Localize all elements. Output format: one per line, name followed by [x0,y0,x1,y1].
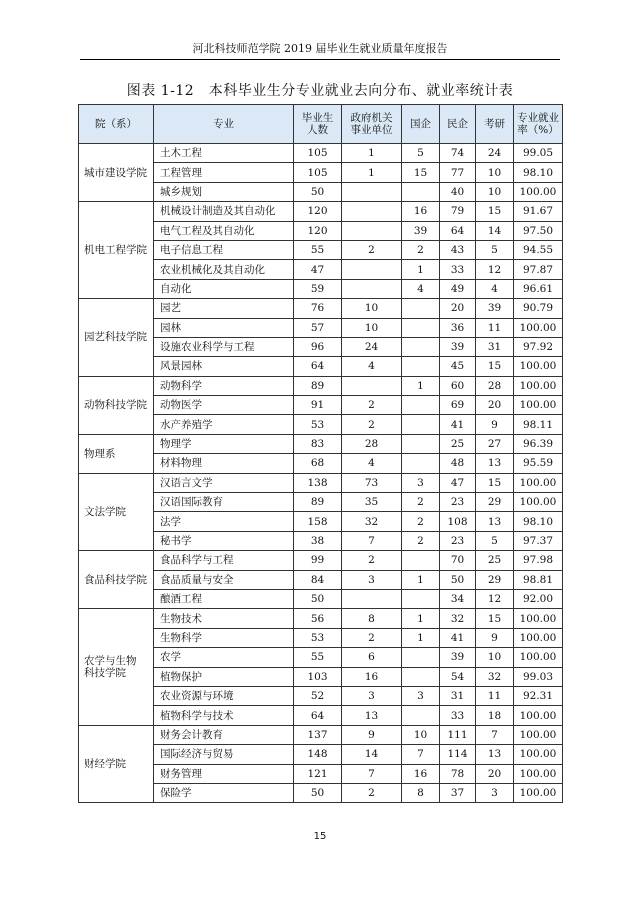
value-cell: 92.00 [514,589,563,608]
value-cell: 13 [476,512,514,531]
value-cell: 97.50 [514,221,563,240]
value-cell: 121 [294,764,342,783]
value-cell: 33 [440,260,476,279]
value-cell: 39 [402,221,440,240]
value-cell: 9 [342,725,402,744]
value-cell: 96.39 [514,434,563,453]
value-cell: 120 [294,221,342,240]
column-header: 考研 [476,105,514,144]
value-cell [402,415,440,434]
value-cell: 7 [342,764,402,783]
major-cell: 生物科学 [154,628,294,647]
value-cell: 24 [342,337,402,356]
value-cell: 4 [476,279,514,298]
major-cell: 酿酒工程 [154,589,294,608]
value-cell [402,551,440,570]
value-cell: 9 [476,628,514,647]
column-header: 国企 [402,105,440,144]
value-cell: 13 [476,454,514,473]
value-cell: 13 [342,706,402,725]
value-cell: 97.37 [514,531,563,550]
value-cell: 16 [402,202,440,221]
table-body [79,144,563,803]
value-cell: 16 [342,667,402,686]
table-row [79,299,563,318]
value-cell: 68 [294,454,342,473]
major-cell: 自动化 [154,279,294,298]
value-cell: 10 [402,725,440,744]
value-cell: 56 [294,609,342,628]
page-header: 河北科技师范学院 2019 届毕业生就业质量年度报告 [80,40,560,60]
major-cell: 动物医学 [154,396,294,415]
value-cell: 40 [440,182,476,201]
value-cell: 1 [342,144,402,163]
table-row [79,551,563,570]
value-cell: 69 [440,396,476,415]
major-cell: 财务管理 [154,764,294,783]
value-cell: 57 [294,318,342,337]
value-cell: 31 [440,686,476,705]
value-cell: 8 [402,783,440,802]
value-cell [402,299,440,318]
major-cell: 机械设计制造及其自动化 [154,202,294,221]
value-cell: 9 [476,415,514,434]
value-cell: 100.00 [514,357,563,376]
value-cell [402,667,440,686]
value-cell: 6 [342,648,402,667]
major-cell: 汉语言文学 [154,473,294,492]
value-cell: 100.00 [514,628,563,647]
table-row [79,725,563,744]
major-cell: 工程管理 [154,163,294,182]
value-cell [402,434,440,453]
major-cell: 农业机械化及其自动化 [154,260,294,279]
value-cell: 98.81 [514,570,563,589]
value-cell: 100.00 [514,706,563,725]
value-cell: 13 [476,745,514,764]
value-cell: 98.10 [514,163,563,182]
value-cell: 148 [294,745,342,764]
value-cell: 1 [342,163,402,182]
value-cell: 1 [402,376,440,395]
value-cell [402,337,440,356]
value-cell: 1 [402,609,440,628]
value-cell: 74 [440,144,476,163]
value-cell: 95.59 [514,454,563,473]
value-cell: 100.00 [514,376,563,395]
value-cell: 14 [342,745,402,764]
value-cell: 73 [342,473,402,492]
value-cell: 2 [402,240,440,259]
major-cell: 城乡规划 [154,182,294,201]
value-cell: 32 [476,667,514,686]
value-cell: 98.11 [514,415,563,434]
value-cell: 64 [294,357,342,376]
value-cell: 100.00 [514,473,563,492]
value-cell [402,357,440,376]
major-cell: 电子信息工程 [154,240,294,259]
value-cell [402,318,440,337]
table-row [79,609,563,628]
value-cell: 28 [476,376,514,395]
column-header: 专业 [154,105,294,144]
value-cell: 15 [476,357,514,376]
value-cell: 34 [440,589,476,608]
value-cell: 36 [440,318,476,337]
value-cell: 137 [294,725,342,744]
major-cell: 食品科学与工程 [154,551,294,570]
value-cell: 41 [440,628,476,647]
value-cell: 105 [294,144,342,163]
value-cell: 92.31 [514,686,563,705]
value-cell: 10 [342,299,402,318]
college-cell: 食品科技学院 [79,551,154,609]
college-cell: 城市建设学院 [79,144,154,202]
value-cell: 29 [476,493,514,512]
value-cell: 47 [440,473,476,492]
value-cell: 8 [342,609,402,628]
value-cell: 4 [402,279,440,298]
value-cell: 48 [440,454,476,473]
value-cell: 97.87 [514,260,563,279]
value-cell: 114 [440,745,476,764]
value-cell [402,454,440,473]
major-cell: 园艺 [154,299,294,318]
value-cell: 5 [476,531,514,550]
major-cell: 汉语国际教育 [154,493,294,512]
column-header: 政府机关 事业单位 [342,105,402,144]
value-cell: 3 [402,473,440,492]
column-header: 院（系） [79,105,154,144]
college-cell: 农学与生物 科技学院 [79,609,154,725]
value-cell: 2 [342,783,402,802]
value-cell: 79 [440,202,476,221]
major-cell: 秘书学 [154,531,294,550]
value-cell: 105 [294,163,342,182]
value-cell: 91 [294,396,342,415]
value-cell: 2 [402,531,440,550]
value-cell: 100.00 [514,318,563,337]
value-cell: 83 [294,434,342,453]
employment-table [78,104,563,803]
value-cell [342,202,402,221]
value-cell: 28 [342,434,402,453]
value-cell [342,376,402,395]
value-cell [402,396,440,415]
value-cell: 39 [476,299,514,318]
college-cell: 财经学院 [79,725,154,803]
value-cell: 18 [476,706,514,725]
value-cell: 12 [476,589,514,608]
major-cell: 设施农业科学与工程 [154,337,294,356]
table-row [79,434,563,453]
value-cell: 1 [402,570,440,589]
major-cell: 农业资源与环境 [154,686,294,705]
value-cell: 10 [342,318,402,337]
value-cell: 97.92 [514,337,563,356]
value-cell: 47 [294,260,342,279]
value-cell: 20 [476,396,514,415]
value-cell: 98.10 [514,512,563,531]
value-cell [342,589,402,608]
value-cell: 25 [440,434,476,453]
major-cell: 法学 [154,512,294,531]
value-cell: 100.00 [514,493,563,512]
major-cell: 生物技术 [154,609,294,628]
value-cell: 2 [342,551,402,570]
major-cell: 植物科学与技术 [154,706,294,725]
value-cell: 7 [476,725,514,744]
page-number: 15 [313,831,327,842]
value-cell: 11 [476,318,514,337]
table-row [79,144,563,163]
value-cell: 100.00 [514,764,563,783]
value-cell: 50 [294,783,342,802]
value-cell: 64 [440,221,476,240]
college-cell: 园艺科技学院 [79,299,154,377]
value-cell: 25 [476,551,514,570]
value-cell: 100.00 [514,609,563,628]
value-cell: 38 [294,531,342,550]
value-cell: 3 [476,783,514,802]
value-cell: 99.03 [514,667,563,686]
column-header: 专业就业 率（%） [514,105,563,144]
value-cell: 99 [294,551,342,570]
value-cell: 70 [440,551,476,570]
value-cell: 10 [476,163,514,182]
value-cell: 2 [342,628,402,647]
major-cell: 风景园林 [154,357,294,376]
value-cell: 10 [476,182,514,201]
value-cell: 90.79 [514,299,563,318]
value-cell: 77 [440,163,476,182]
value-cell: 100.00 [514,182,563,201]
value-cell: 2 [402,512,440,531]
value-cell: 23 [440,493,476,512]
major-cell: 物理学 [154,434,294,453]
major-cell: 财务会计教育 [154,725,294,744]
value-cell: 10 [476,648,514,667]
value-cell: 78 [440,764,476,783]
value-cell: 15 [402,163,440,182]
value-cell [402,589,440,608]
value-cell: 3 [342,570,402,589]
major-cell: 电气工程及其自动化 [154,221,294,240]
value-cell: 37 [440,783,476,802]
value-cell [342,221,402,240]
value-cell: 29 [476,570,514,589]
value-cell: 55 [294,240,342,259]
value-cell: 35 [342,493,402,512]
college-cell: 文法学院 [79,473,154,551]
value-cell: 94.55 [514,240,563,259]
table-header-row [79,105,563,144]
value-cell: 91.67 [514,202,563,221]
major-cell: 园林 [154,318,294,337]
value-cell: 52 [294,686,342,705]
major-cell: 食品质量与安全 [154,570,294,589]
value-cell [342,182,402,201]
college-cell: 动物科技学院 [79,376,154,434]
value-cell: 11 [476,686,514,705]
value-cell: 100.00 [514,396,563,415]
value-cell: 16 [402,764,440,783]
value-cell: 41 [440,415,476,434]
value-cell: 24 [476,144,514,163]
value-cell [342,260,402,279]
table-row [79,473,563,492]
value-cell: 50 [294,182,342,201]
major-cell: 农学 [154,648,294,667]
value-cell: 53 [294,628,342,647]
value-cell: 5 [476,240,514,259]
value-cell: 55 [294,648,342,667]
major-cell: 国际经济与贸易 [154,745,294,764]
major-cell: 植物保护 [154,667,294,686]
value-cell: 96 [294,337,342,356]
value-cell: 89 [294,376,342,395]
value-cell: 3 [402,686,440,705]
value-cell: 53 [294,415,342,434]
value-cell: 1 [402,260,440,279]
major-cell: 土木工程 [154,144,294,163]
value-cell: 100.00 [514,783,563,802]
value-cell [342,279,402,298]
value-cell: 49 [440,279,476,298]
value-cell: 27 [476,434,514,453]
major-cell: 保险学 [154,783,294,802]
value-cell: 138 [294,473,342,492]
value-cell: 32 [342,512,402,531]
table-row [79,202,563,221]
value-cell: 1 [402,628,440,647]
value-cell: 7 [342,531,402,550]
value-cell: 111 [440,725,476,744]
value-cell: 39 [440,337,476,356]
major-cell: 水产养殖学 [154,415,294,434]
value-cell: 32 [440,609,476,628]
value-cell: 100.00 [514,745,563,764]
college-cell: 机电工程学院 [79,202,154,299]
value-cell: 97.98 [514,551,563,570]
value-cell: 89 [294,493,342,512]
value-cell: 76 [294,299,342,318]
value-cell: 15 [476,202,514,221]
value-cell: 99.05 [514,144,563,163]
value-cell: 43 [440,240,476,259]
value-cell: 20 [476,764,514,783]
value-cell: 108 [440,512,476,531]
college-cell: 物理系 [79,434,154,473]
value-cell: 15 [476,473,514,492]
value-cell [402,706,440,725]
value-cell: 59 [294,279,342,298]
column-header: 民企 [440,105,476,144]
value-cell: 14 [476,221,514,240]
value-cell: 3 [342,686,402,705]
value-cell: 4 [342,454,402,473]
value-cell: 4 [342,357,402,376]
table-title: 图表 1-12 本科毕业生分专业就业去向分布、就业率统计表 [126,83,514,99]
value-cell: 12 [476,260,514,279]
value-cell: 120 [294,202,342,221]
value-cell: 39 [440,648,476,667]
value-cell: 15 [476,609,514,628]
value-cell: 100.00 [514,648,563,667]
major-cell: 材料物理 [154,454,294,473]
value-cell: 100.00 [514,725,563,744]
value-cell: 64 [294,706,342,725]
value-cell: 23 [440,531,476,550]
value-cell: 2 [342,415,402,434]
value-cell: 20 [440,299,476,318]
value-cell: 31 [476,337,514,356]
value-cell: 60 [440,376,476,395]
table-row [79,376,563,395]
value-cell: 33 [440,706,476,725]
value-cell: 50 [440,570,476,589]
value-cell [402,648,440,667]
value-cell: 7 [402,745,440,764]
value-cell: 50 [294,589,342,608]
value-cell [402,182,440,201]
major-cell: 动物科学 [154,376,294,395]
value-cell: 96.61 [514,279,563,298]
value-cell: 158 [294,512,342,531]
value-cell: 45 [440,357,476,376]
value-cell: 84 [294,570,342,589]
value-cell: 54 [440,667,476,686]
value-cell: 2 [342,396,402,415]
value-cell: 2 [342,240,402,259]
value-cell: 103 [294,667,342,686]
value-cell: 2 [402,493,440,512]
value-cell: 5 [402,144,440,163]
column-header: 毕业生 人数 [294,105,342,144]
